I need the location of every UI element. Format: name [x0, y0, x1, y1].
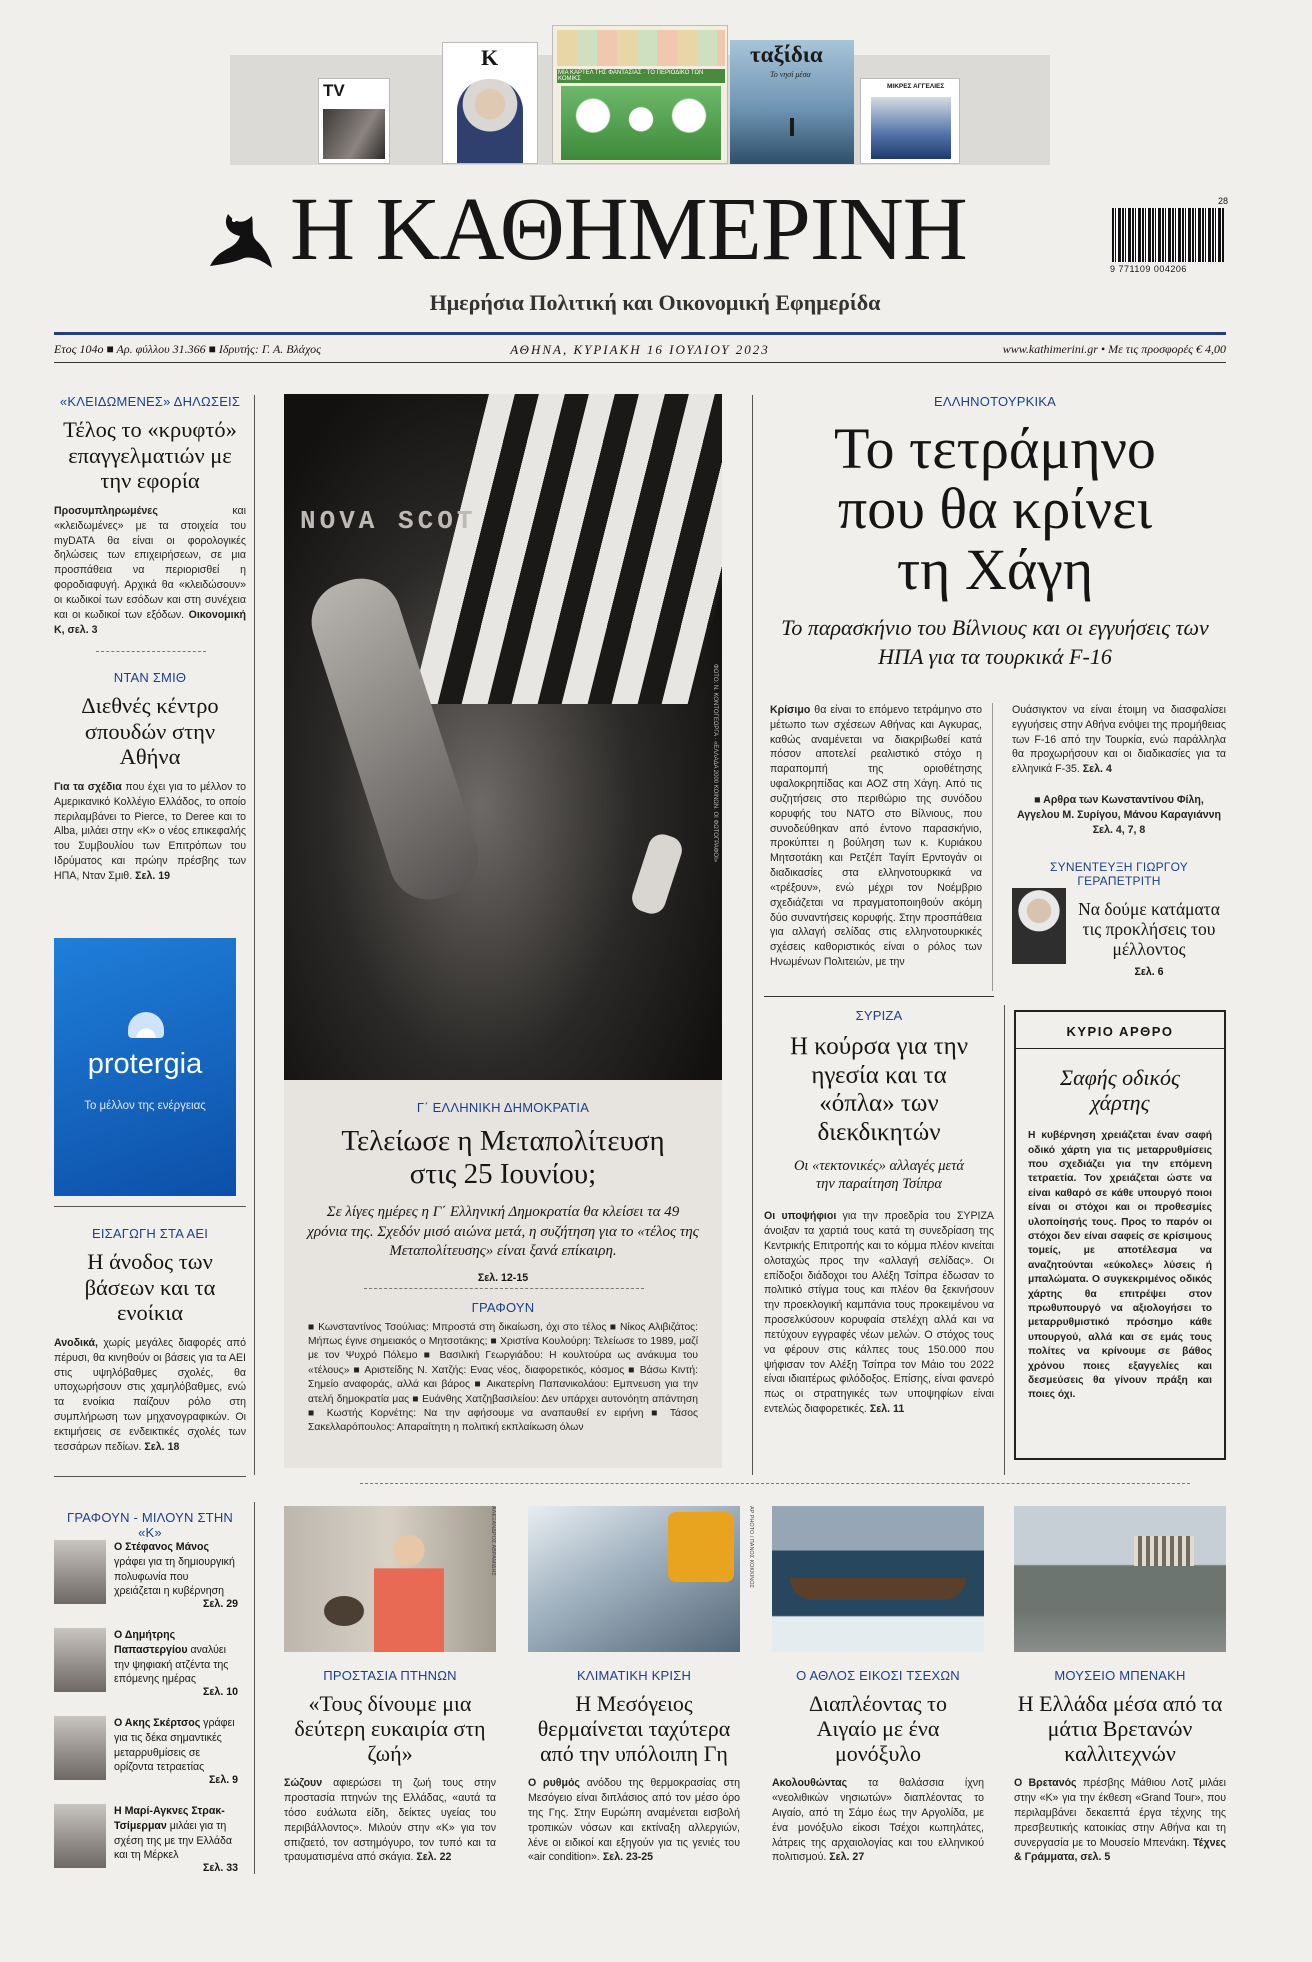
- headline: Τελείωσε η Μεταπολίτευση στις 25 Ιουνίου;: [341, 1125, 665, 1191]
- barcode-bars: [1112, 208, 1224, 262]
- barcode-issue: 28: [1217, 196, 1228, 206]
- comics-characters: [561, 86, 721, 160]
- teaser-comics[interactable]: [552, 25, 728, 164]
- divider: [1016, 1048, 1224, 1049]
- writers-list: ■ Κωνσταντίνος Τσούλιας: Μπροστά στη δικαίωση, όχι στο τέλος ■ Νίκος Αλιβιζάτος: Μήπως έγινε σημειακός ο Μητσοτάκης; ■ Χριστίνα Κουλούρη: Τελείωσε το 1989, μαζί με τον Ψυχρό Πόλεμο ■ Βασιλική Γεωργιάδου: Η κουλτούρα ως ανάκυμα του «τέλους» ■ Αριστείδης Ν. Χατζής: Ενας νέος, διαφορετικός, κόσμος ■ Βάσω Κιντή: Σημείο αναφοράς, αλλά και βάρος ■ Αικατερίνη Παπανικολάου: Εμπνευση για την ατελή δημοκρατία μας ■ Ευάνθης Χατζηβασιλείου: Δεν υπάρχει αυτονόητη απάντηση ■ Κωστής Κορνέτης: Να την αφήσουμε να αναπαυθεί εν ειρήνη ■ Τάσος Σακελλαρόπουλος: Απαραίτητη η πολιτική εκπλαίκωση όλων: [308, 1321, 698, 1434]
- divider: [54, 1476, 246, 1477]
- photo-credit: AP PHOTO / ΠΑΝΟΣ ΚΟΚΚΙΝΟΣ: [748, 1506, 754, 1588]
- editorial-box[interactable]: [1014, 1010, 1226, 1460]
- page-ref: Σελ. 6: [1134, 965, 1164, 978]
- avatar: [54, 1804, 106, 1868]
- article-body: Ο Βρετανός πρέσβης Μάθιου Λοτζ μιλάει στην «Κ» για την έκθεση «Grand Tour», που περιλαμβάνει δεκαεπτά έργα τέχνης της πρεσβευτικής κατοικίας στην Αθήνα και τη συνεργασία με το Μουσείο Μπενάκη. Τέχνες & Γράμματα, σελ. 5: [1014, 1777, 1227, 1864]
- travel-sub: Το νησί μέσα: [770, 70, 811, 79]
- main-body-col2-text: Ουάσιγκτον να είναι έτοιμη να διασφαλίσει εγγυήσεις στην Αθήνα ενόψει της προμήθειας των F-16 από την Τουρκία, ενώ παράλληλα θα προχωρήσουν και οι διαδικασίες για τα ελληνικά F-35. Σελ. 4: [1012, 704, 1226, 776]
- teaser-tv[interactable]: [318, 78, 390, 164]
- writer-item[interactable]: [54, 1716, 238, 1788]
- masthead-subtitle: Ημερήσια Πολιτική και Οικονομική Εφημερίδα: [429, 290, 881, 315]
- info-center: ΑΘΗΝΑ, ΚΥΡΙΑΚΗ 16 ΙΟΥΛΙΟΥ 2023: [510, 342, 770, 357]
- teaser-k-magazine[interactable]: [442, 42, 538, 164]
- comics-caption: ΜΙΑ ΚΑΡΤΕΛ ΤΗΣ ΦΑΝΤΑΣΙΑΣ · ΤΟ ΠΕΡΙΟΔΙΚΟ ΤΩΝ ΚΟΜΙΚΣ: [557, 69, 725, 83]
- kicker: ΣΥΝΕΝΤΕΥΞΗ ΓΙΩΡΓΟΥ ΓΕΡΑΠΕΤΡΙΤΗ: [1050, 860, 1188, 888]
- writer-page: Σελ. 9: [208, 1774, 238, 1786]
- teaser-classifieds[interactable]: [860, 78, 960, 164]
- info-left: Ετος 104ο ■ Αρ. φύλλου 31.366 ■ Ιδρυτής: Γ. Α. Βλάχος: [54, 342, 321, 356]
- article-body: Οι υποψήφιοι για την προεδρία του ΣΥΡΙΖΑ άνοιξαν τα χαρτιά τους κατά τη συνεδρίαση της Κεντρικής Επιτροπής και το κόμμα πλέον κινείται ολοταχώς προς την «αλλαγή σελίδας». Οι επίδοξοι διάδοχοι του Αλέξη Τσίπρα έδωσαν το πολιτικό στίγμα τους και πλέον θα ξεκινήσουν την προεκλογική καμπάνια τους προκειμένου να προσελκύσουν κορυφαία στελέχη αλλά και να πετύχουν εγγραφές νέων μελών. Ο στόχος τους να φέρουν στις κάλπες τους 150.000 που ψήφισαν τον Αλέξη Τσίπρα τον Μάιο του 2022 είναι ιδιαιτέρως φιλόδοξος. Επίσης, είναι φανερό πως οι στρατηγικές των υποψηφίων είναι εντελώς διαφορετικές. Σελ. 11: [764, 1210, 994, 1416]
- masthead-rule-top: [54, 332, 1226, 335]
- subhead: Οι «τεκτονικές» αλλαγές μετά την παραίτηση Τσίπρα: [793, 1158, 965, 1193]
- masthead-rule-bottom: [54, 362, 1226, 363]
- protergia-brand: protergia: [87, 1048, 203, 1080]
- article-body: Για τα σχέδια που έχει για το μέλλον το Αμερικανικό Κολλέγιο Ελλάδος, το οποίο περιλαμβάνει το Pierce, το Deree και το Alba, μιλάει στην «Κ» ο νέος επικεφαλής του Συμβουλίου των Επιτρόπων του Ιδρύματος και πρώην πρέσβης των ΗΠΑ, Νταν Σμιθ. Σελ. 19: [54, 780, 246, 882]
- subhead: Το παρασκήνιο του Βίλνιους και οι εγγυήσεις των ΗΠΑ για τα τουρκικά F-16: [781, 614, 1209, 669]
- article-body: Ανοδικά, χωρίς μεγάλες διαφορές από πέρυσι, θα κινηθούν οι βάσεις για τα ΑΕΙ στις υψηλόβαθμες σχολές, θα υποχωρήσουν στις χαμηλόβαθμες, ενώ τα ενοίκια παίζουν ρόλο στη συμπλήρωση των μηχανογραφικών. Οι εκτιμήσεις σε ενδεικτικές σχολές των τεσσάρων πεδίων. Σελ. 18: [54, 1336, 246, 1453]
- bottom-article-birds[interactable]: [284, 1668, 496, 1865]
- rule-right-inner: [1004, 1005, 1005, 1475]
- article-syriza[interactable]: [764, 1008, 994, 1417]
- headline: «Τους δίνουμε μια δεύτερη ευκαιρία στη ζωή»: [294, 1691, 486, 1767]
- divider: [54, 1206, 246, 1207]
- bottom-article-canoe[interactable]: [772, 1668, 984, 1865]
- rule-bottom-left: [254, 1502, 255, 1874]
- writer-item[interactable]: [54, 1804, 238, 1876]
- main-bylines: ■ Αρθρα των Κωνσταντίνου Φίλη, Αγγελου Μ. Συρίγου, Μάνου Καραγιάννη Σελ. 4, 7, 8: [1017, 794, 1221, 836]
- info-right[interactable]: www.kathimerini.gr • Με τις προσφορές € 4,00: [1002, 342, 1226, 356]
- page-ref: Σελ. 12-15: [477, 1271, 529, 1284]
- photo-med-person: [668, 1512, 734, 1582]
- writer-text: Ο Δημήτρης Παπαστεργίου αναλύει την ψηφιακή ατζέντα της επόμενης ημέρας: [114, 1629, 229, 1686]
- photo-credit: ΦΩΤΟ: Ν. ΚΟΝΤΟΓΕΩΡΓΑ · «ΕΛΛΑΔΑ 2000 ΚΟΙΝΩΝ. ΟΙ ΦΩΤΟΓΡΑΦΟΙ»: [712, 664, 718, 863]
- headline: Το τετράμηνο που θα κρίνει τη Χάγη: [834, 416, 1156, 602]
- headline: Η Μεσόγειος θερμαίνεται ταχύτερα από την υπόλοιπη Γη: [537, 1691, 731, 1767]
- classifieds-image: [871, 97, 951, 159]
- writers-label: ΓΡΑΦΟΥΝ: [471, 1299, 535, 1315]
- photo-bird-rescue: [284, 1506, 496, 1652]
- headline: Να δούμε κατάματα τις προκλήσεις του μέλλοντος: [1078, 899, 1220, 959]
- travel-label: ταξίδια: [750, 42, 823, 67]
- photo-canoe: [772, 1506, 984, 1652]
- avatar: [54, 1716, 106, 1780]
- barcode: [1110, 196, 1228, 278]
- teaser-k-label: K: [481, 45, 499, 70]
- article-body: Προσυμπληρωμένες και «κλειδωμένες» με τα στοιχεία του myDATA θα είναι οι φορολογικές δηλώσεις των επιχειρήσεων, σε μια προσπάθεια να περιορισθεί η φοροδιαφυγή. Αρχικά θα «κλειδώσουν» οι κωδικοί των εσόδων και στη συνέχεια και οι κωδικοί των εξόδων. Οικονομική Κ, σελ. 3: [54, 504, 246, 636]
- kicker: Ο ΑΘΛΟΣ ΕΙΚΟΣΙ ΤΣΕΧΩΝ: [796, 1668, 960, 1683]
- main-body-col1: Κρίσιμο θα είναι το επόμενο τετράμηνο στο μέτωπο των σχέσεων Αθήνας και Αγκυρας, καθώς αναμένεται να διακριβωθεί κατά πόσον αποτελεί ρεαλιστικό στόχο η παραπομπή της οριοθέτησης υφαλοκρηπίδας και ΑΟΖ στη Χάγη. Από τις συζητήσεις στο περιθώριο της συνόδου κορυφής του ΝΑΤΟ στο Βίλνιους, που συνοδεύθηκαν από έντονο παρασκήνιο, προκύπτει η βούληση των κ. Κυριάκου Μητσοτάκη και Ρετζέπ Ταγίπ Ερντογάν οι διαδικασίες στα ελληνοτουρκικά να «τρέξουν», ενώ μέχρι τον Νοέμβριο σχεδιάζεται να πραγματοποιηθούν ακόμη δύο συναντήσεις κορυφής. Στην προσπάθεια για αλλαγή σελίδας στις ελληνοτουρκικές σχέσεις καθοριστικός είναι ο ρόλος των Ηνωμένων Πολιτειών, με την: [770, 704, 982, 969]
- writer-item[interactable]: [54, 1540, 238, 1612]
- avatar: [54, 1540, 106, 1604]
- protergia-tagline: Το μέλλον της ενέργειας: [84, 1100, 206, 1112]
- kicker: «ΚΛΕΙΔΩΜΕΝΕΣ» ΔΗΛΩΣΕΙΣ: [59, 394, 241, 409]
- logo-griffin-icon: [200, 196, 280, 276]
- photo-acropolis: [1014, 1506, 1226, 1652]
- writer-text: Ο Ακης Σκέρτσος γράφει για τις δέκα σημαντικές μεταρρυθμίσεις σε ορίζοντα τετραετίας: [114, 1717, 235, 1774]
- masthead-title: Η ΚΑΘΗΜΕΡΙΝΗ: [290, 180, 967, 279]
- writer-page: Σελ. 10: [203, 1686, 238, 1698]
- metapolitefsi-box[interactable]: [284, 1080, 722, 1468]
- teaser-travel[interactable]: [730, 40, 854, 164]
- kicker: ΝΤΑΝ ΣΜΙΘ: [113, 670, 187, 685]
- photo-mediterranean: [528, 1506, 740, 1652]
- rule-center: [752, 395, 753, 1475]
- editorial-label: ΚΥΡΙΟ ΑΡΘΡΟ: [1066, 1024, 1174, 1039]
- article-body: Ακολουθώντας τα θαλάσσια ίχνη «νεολιθικών νησιωτών» διαπλέοντας το Αιγαίο, από τη Σάμο έως την Αργολίδα, με ένα μονόξυλο είκοσι Τσέχοι κωπηλάτες, λάτρεις της αρχαιολογίας και του ελληνικού πολιτισμού. Σελ. 27: [772, 1777, 984, 1864]
- editorial-body: Η κυβέρνηση χρειάζεται έναν σαφή οδικό χάρτη για τις μεταρρυθμίσεις που σχεδιάζει για την επόμενη τετραετία. Τον χρειάζεται ώστε να είναι καθαρό σε κάθε υπουργό ποιοι είναι οι στόχοι και οι προθεσμίες υλοποίησής τους. Προς το παρόν οι στόχοι δεν είναι σαφείς σε κρίσιμους τομείς, με αποτέλεσμα να αναζητούνται «εύκολες» λύσεις ή μπαλώματα. Ο συγκεκριμένος οδικός χάρτης θα επιτρέψει στον πρωθυπουργό να αξιολογήσει το μεταρρυθμιστικό πρόσημο κάθε υπουργού, αλλά και σε εμάς τους πολίτες να κρίνουμε σε βάθος χρόνου ποιες εξαγγελίες και δεσμεύσεις θα γίνουν πράξη και ποιες όχι.: [1028, 1130, 1212, 1401]
- kicker: ΕΛΛΗΝΟΤΟΥΡΚΙΚΑ: [933, 394, 1057, 409]
- headline: Τέλος το «κρυφτό» επαγγελματιών με την εφορία: [63, 417, 237, 494]
- rule-main: [992, 703, 993, 991]
- article-greek-turkish[interactable]: [764, 394, 1226, 671]
- rule-left: [254, 395, 255, 1475]
- article-tax-declarations[interactable]: [54, 394, 246, 637]
- bottom-article-climate[interactable]: [528, 1668, 740, 1865]
- photo-credit: ΑΛΕΞΑΝΔΡΟΣ ΑΒΡΑΜΙΔΗΣ: [490, 1506, 496, 1576]
- headline: Η κούρσα για την ηγεσία και τα «όπλα» των διεκδικητών: [789, 1033, 969, 1146]
- kicker: ΠΡΟΣΤΑΣΙΑ ΠΤΗΝΩΝ: [323, 1668, 457, 1683]
- kicker: ΕΙΣΑΓΩΓΗ ΣΤΑ ΑΕΙ: [91, 1226, 209, 1241]
- photo-acropolis-temple: [1134, 1536, 1194, 1566]
- photo-bird-person: [374, 1528, 444, 1652]
- kicker: ΜΟΥΣΕΙΟ ΜΠΕΝΑΚΗ: [1054, 1668, 1186, 1683]
- flag-stripes: [412, 394, 722, 704]
- protergia-shell-icon: [128, 1012, 164, 1038]
- protergia-ad[interactable]: [54, 938, 236, 1196]
- classifieds-label: ΜΙΚΡΕΣ ΑΓΓΕΛΙΕΣ: [887, 83, 945, 90]
- writer-page: Σελ. 29: [203, 1598, 238, 1610]
- photo-banner-text: NOVA SCOT: [300, 506, 477, 536]
- bottom-article-benaki[interactable]: [1014, 1668, 1226, 1865]
- interview-avatar: [1012, 888, 1066, 964]
- divider: [96, 651, 206, 652]
- interview-gerapetritis[interactable]: [1012, 860, 1226, 978]
- headline: Διαπλέοντας το Αιγαίο με ένα μονόξυλο: [809, 1691, 947, 1767]
- photo-bird-bird: [324, 1596, 364, 1626]
- figure-hand: [628, 831, 685, 918]
- writer-item[interactable]: [54, 1628, 238, 1700]
- divider: [764, 996, 994, 997]
- kicker: ΚΛΙΜΑΤΙΚΗ ΚΡΙΣΗ: [576, 1668, 692, 1683]
- kicker: Γ΄ ΕΛΛΗΝΙΚΗ ΔΗΜΟΚΡΑΤΙΑ: [416, 1100, 590, 1115]
- writer-text: Η Μαρί-Αγκνες Στρακ-Τσίμερμαν μιλάει για τη σχέση της με την Ελλάδα και τη Μέρκελ: [114, 1805, 233, 1862]
- travel-figure: [790, 118, 794, 136]
- teaser-tv-image: [323, 109, 385, 159]
- divider: [364, 1288, 644, 1289]
- article-dan-smith[interactable]: [54, 670, 246, 884]
- teaser-tv-label: TV: [323, 81, 345, 100]
- avatar: [54, 1628, 106, 1692]
- article-university-entry[interactable]: [54, 1226, 246, 1455]
- headline: Η άνοδος των βάσεων και τα ενοίκια: [84, 1249, 216, 1326]
- photo-canoe-boat: [790, 1578, 966, 1600]
- article-body: Σώζουν αφιερώσει τη ζωή τους στην προστασία πτηνών της Ελλάδας, «αυτά τα τόσο ευάλωτα είδη, δείκτες υγείας του περιβάλλοντος». Μιλούν στην «Κ» για τον σπιζαετό, τον αστημόγυρο, τον τυπό και τα τραυματισμένα από σκάγια. Σελ. 22: [284, 1777, 496, 1864]
- writers-kicker: ΓΡΑΦΟΥΝ - ΜΙΛΟΥΝ ΣΤΗΝ «Κ»: [66, 1510, 233, 1540]
- kicker: ΣΥΡΙΖΑ: [855, 1008, 903, 1023]
- barcode-number: 9 771109 004206: [1110, 264, 1187, 274]
- teaser-k-portrait: [457, 79, 523, 163]
- headline: Η Ελλάδα μέσα από τα μάτια Βρετανών καλλιτεχνών: [1017, 1691, 1223, 1767]
- subhead: Σε λίγες ημέρες η Γ΄ Ελληνική Δημοκρατία θα κλείσει τα 49 χρόνια της. Σχεδόν μισό αιώνα μετά, η συζήτηση για το «τέλος της Μεταπολίτευσης» είναι ξανά επίκαιρη.: [307, 1204, 699, 1260]
- headline: Διεθνές κέντρο σπουδών στην Αθήνα: [81, 693, 219, 770]
- article-body: Ο ρυθμός ανόδου της θερμοκρασίας στη Μεσόγειο είναι διπλάσιος από τον μέσο όρο της Γης. Στην Ευρώπη αναμένεται εισβολή τροπικών νόσων και εκτίναξη αλλεργιών, λένε οι ειδικοί και εξηγούν για τις γενιές του «air condition». Σελ. 23-25: [528, 1777, 741, 1864]
- writer-text: Ο Στέφανος Μάνος γράφει για τη δημιουργική πολυφωνία που χρειάζεται η κυβέρνηση: [114, 1541, 235, 1598]
- metapolitefsi-photo: [284, 394, 722, 1080]
- writer-page: Σελ. 33: [203, 1862, 238, 1874]
- headline: Σαφής οδικός χάρτης: [1060, 1065, 1180, 1116]
- comics-strip: [557, 30, 725, 66]
- bottom-divider: [360, 1483, 1190, 1484]
- main-body-col2: [1012, 703, 1226, 838]
